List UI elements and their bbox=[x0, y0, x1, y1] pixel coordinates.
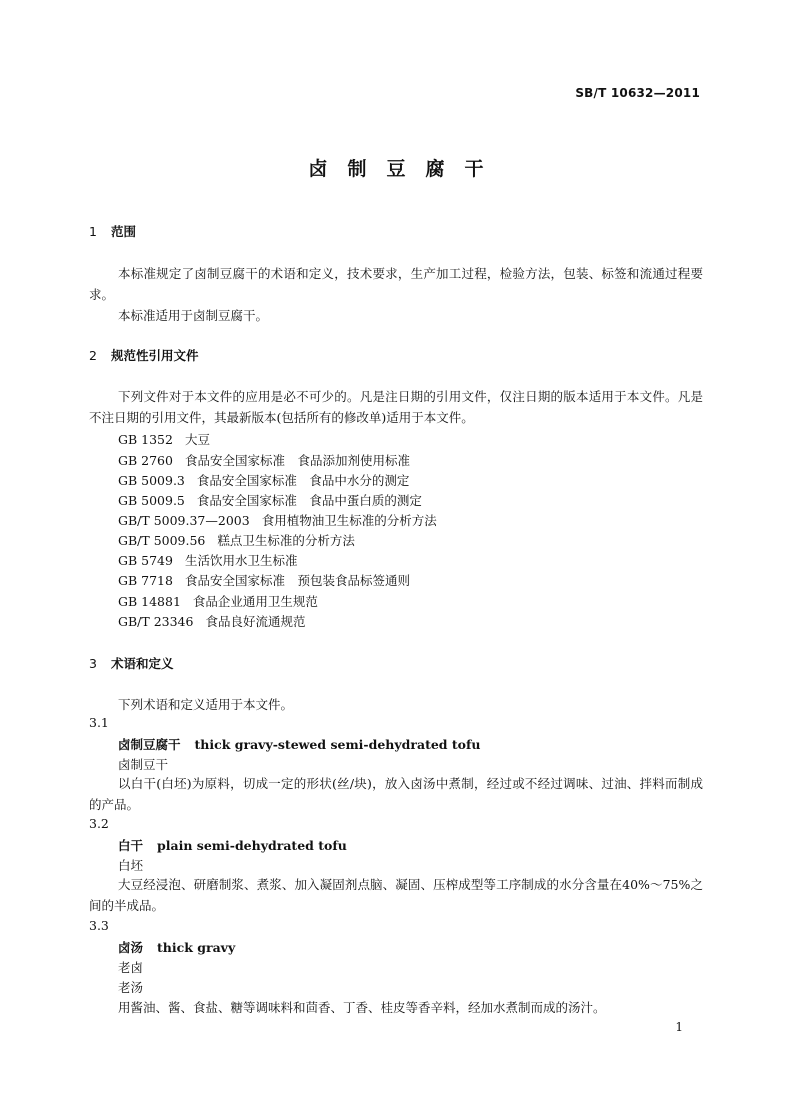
reference-name: 生活饮用水卫生标准 bbox=[184, 553, 298, 568]
reference-item bbox=[118, 592, 318, 610]
page-number: 1 bbox=[675, 1020, 683, 1034]
reference-code: GB/T 5009.56 bbox=[118, 533, 206, 548]
reference-code: GB 7718 bbox=[118, 573, 173, 588]
clause-number: 3.1 bbox=[89, 715, 109, 730]
reference-code: GB/T 23346 bbox=[118, 614, 194, 629]
reference-name: 大豆 bbox=[184, 432, 210, 447]
reference-item bbox=[118, 430, 210, 448]
term-definition: 以白干(白坯)为原料，切成一定的形状(丝/块)，放入卤汤中煮制，经过或不经过调味、过油、拌料而制成的产品。 bbox=[89, 776, 703, 812]
reference-item bbox=[118, 451, 410, 469]
term-synonym: 白坯 bbox=[118, 858, 144, 873]
reference-name: 食品良好流通规范 bbox=[205, 614, 306, 629]
scope-applicability: 本标准适用于卤制豆腐干。 bbox=[118, 308, 269, 323]
section-number: 2 bbox=[89, 348, 97, 363]
reference-item bbox=[118, 491, 422, 509]
section-number: 3 bbox=[89, 656, 97, 671]
reference-name: 食品安全国家标准 食品中水分的测定 bbox=[196, 473, 410, 488]
references-intro: 下列文件对于本文件的应用是必不可少的。凡是注日期的引用文件，仅注日期的版本适用于本文件。凡是不注日期的引用文件，其最新版本(包括所有的修改单)适用于本文件。 bbox=[89, 389, 703, 425]
reference-code: GB 5009.3 bbox=[118, 473, 185, 488]
section-title: 规范性引用文件 bbox=[111, 348, 199, 363]
scope-paragraph: 本标准规定了卤制豆腐干的术语和定义，技术要求，生产加工过程，检验方法，包装、标签和流通过程要求。 bbox=[89, 266, 703, 302]
term-entry bbox=[118, 938, 235, 956]
reference-item bbox=[118, 471, 409, 489]
term-definition: 大豆经浸泡、研磨制浆、煮浆、加入凝固剂点脑、凝固、压榨成型等工序制成的水分含量在40%～75%之间的半成品。 bbox=[89, 877, 703, 913]
term-zh: 白干 bbox=[118, 838, 144, 853]
standard-code: SB/T 10632—2011 bbox=[575, 86, 700, 100]
reference-item bbox=[118, 551, 297, 569]
section-number: 1 bbox=[89, 224, 97, 239]
term-synonym: 卤制豆干 bbox=[118, 757, 169, 772]
term-entry bbox=[118, 735, 480, 753]
clause-number: 3.3 bbox=[89, 918, 109, 933]
reference-code: GB 1352 bbox=[118, 432, 173, 447]
reference-item bbox=[118, 612, 305, 630]
section-heading-scope bbox=[89, 222, 136, 240]
section-title: 范围 bbox=[111, 224, 137, 239]
reference-code: GB 2760 bbox=[118, 453, 173, 468]
term-en: thick gravy bbox=[157, 940, 236, 955]
document-title: 卤制豆腐干 bbox=[308, 158, 504, 180]
term-definition: 用酱油、酱、食盐、糖等调味料和茴香、丁香、桂皮等香辛料，经加水煮制而成的汤汁。 bbox=[118, 1000, 606, 1015]
reference-name: 食用植物油卫生标准的分析方法 bbox=[261, 513, 437, 528]
reference-name: 食品企业通用卫生规范 bbox=[192, 594, 318, 609]
terms-intro: 下列术语和定义适用于本文件。 bbox=[118, 697, 294, 712]
reference-item bbox=[118, 511, 437, 529]
reference-name: 食品安全国家标准 食品中蛋白质的测定 bbox=[196, 493, 422, 508]
reference-item bbox=[118, 531, 355, 549]
term-en: thick gravy-stewed semi-dehydrated tofu bbox=[194, 737, 481, 752]
term-zh: 卤汤 bbox=[118, 940, 144, 955]
reference-code: GB 5009.5 bbox=[118, 493, 185, 508]
clause-number: 3.2 bbox=[89, 816, 109, 831]
section-title: 术语和定义 bbox=[111, 656, 174, 671]
reference-code: GB 14881 bbox=[118, 594, 181, 609]
term-entry bbox=[118, 836, 347, 854]
term-zh: 卤制豆腐干 bbox=[118, 737, 181, 752]
reference-item bbox=[118, 571, 410, 589]
section-heading-terms bbox=[89, 654, 174, 672]
term-en: plain semi-dehydrated tofu bbox=[157, 838, 347, 853]
reference-name: 糕点卫生标准的分析方法 bbox=[217, 533, 355, 548]
reference-name: 食品安全国家标准 食品添加剂使用标准 bbox=[184, 453, 410, 468]
reference-code: GB/T 5009.37—2003 bbox=[118, 513, 250, 528]
term-synonym: 老汤 bbox=[118, 980, 144, 995]
term-synonym: 老卤 bbox=[118, 960, 144, 975]
reference-code: GB 5749 bbox=[118, 553, 173, 568]
section-heading-normative-references bbox=[89, 346, 199, 364]
reference-name: 食品安全国家标准 预包装食品标签通则 bbox=[184, 573, 410, 588]
